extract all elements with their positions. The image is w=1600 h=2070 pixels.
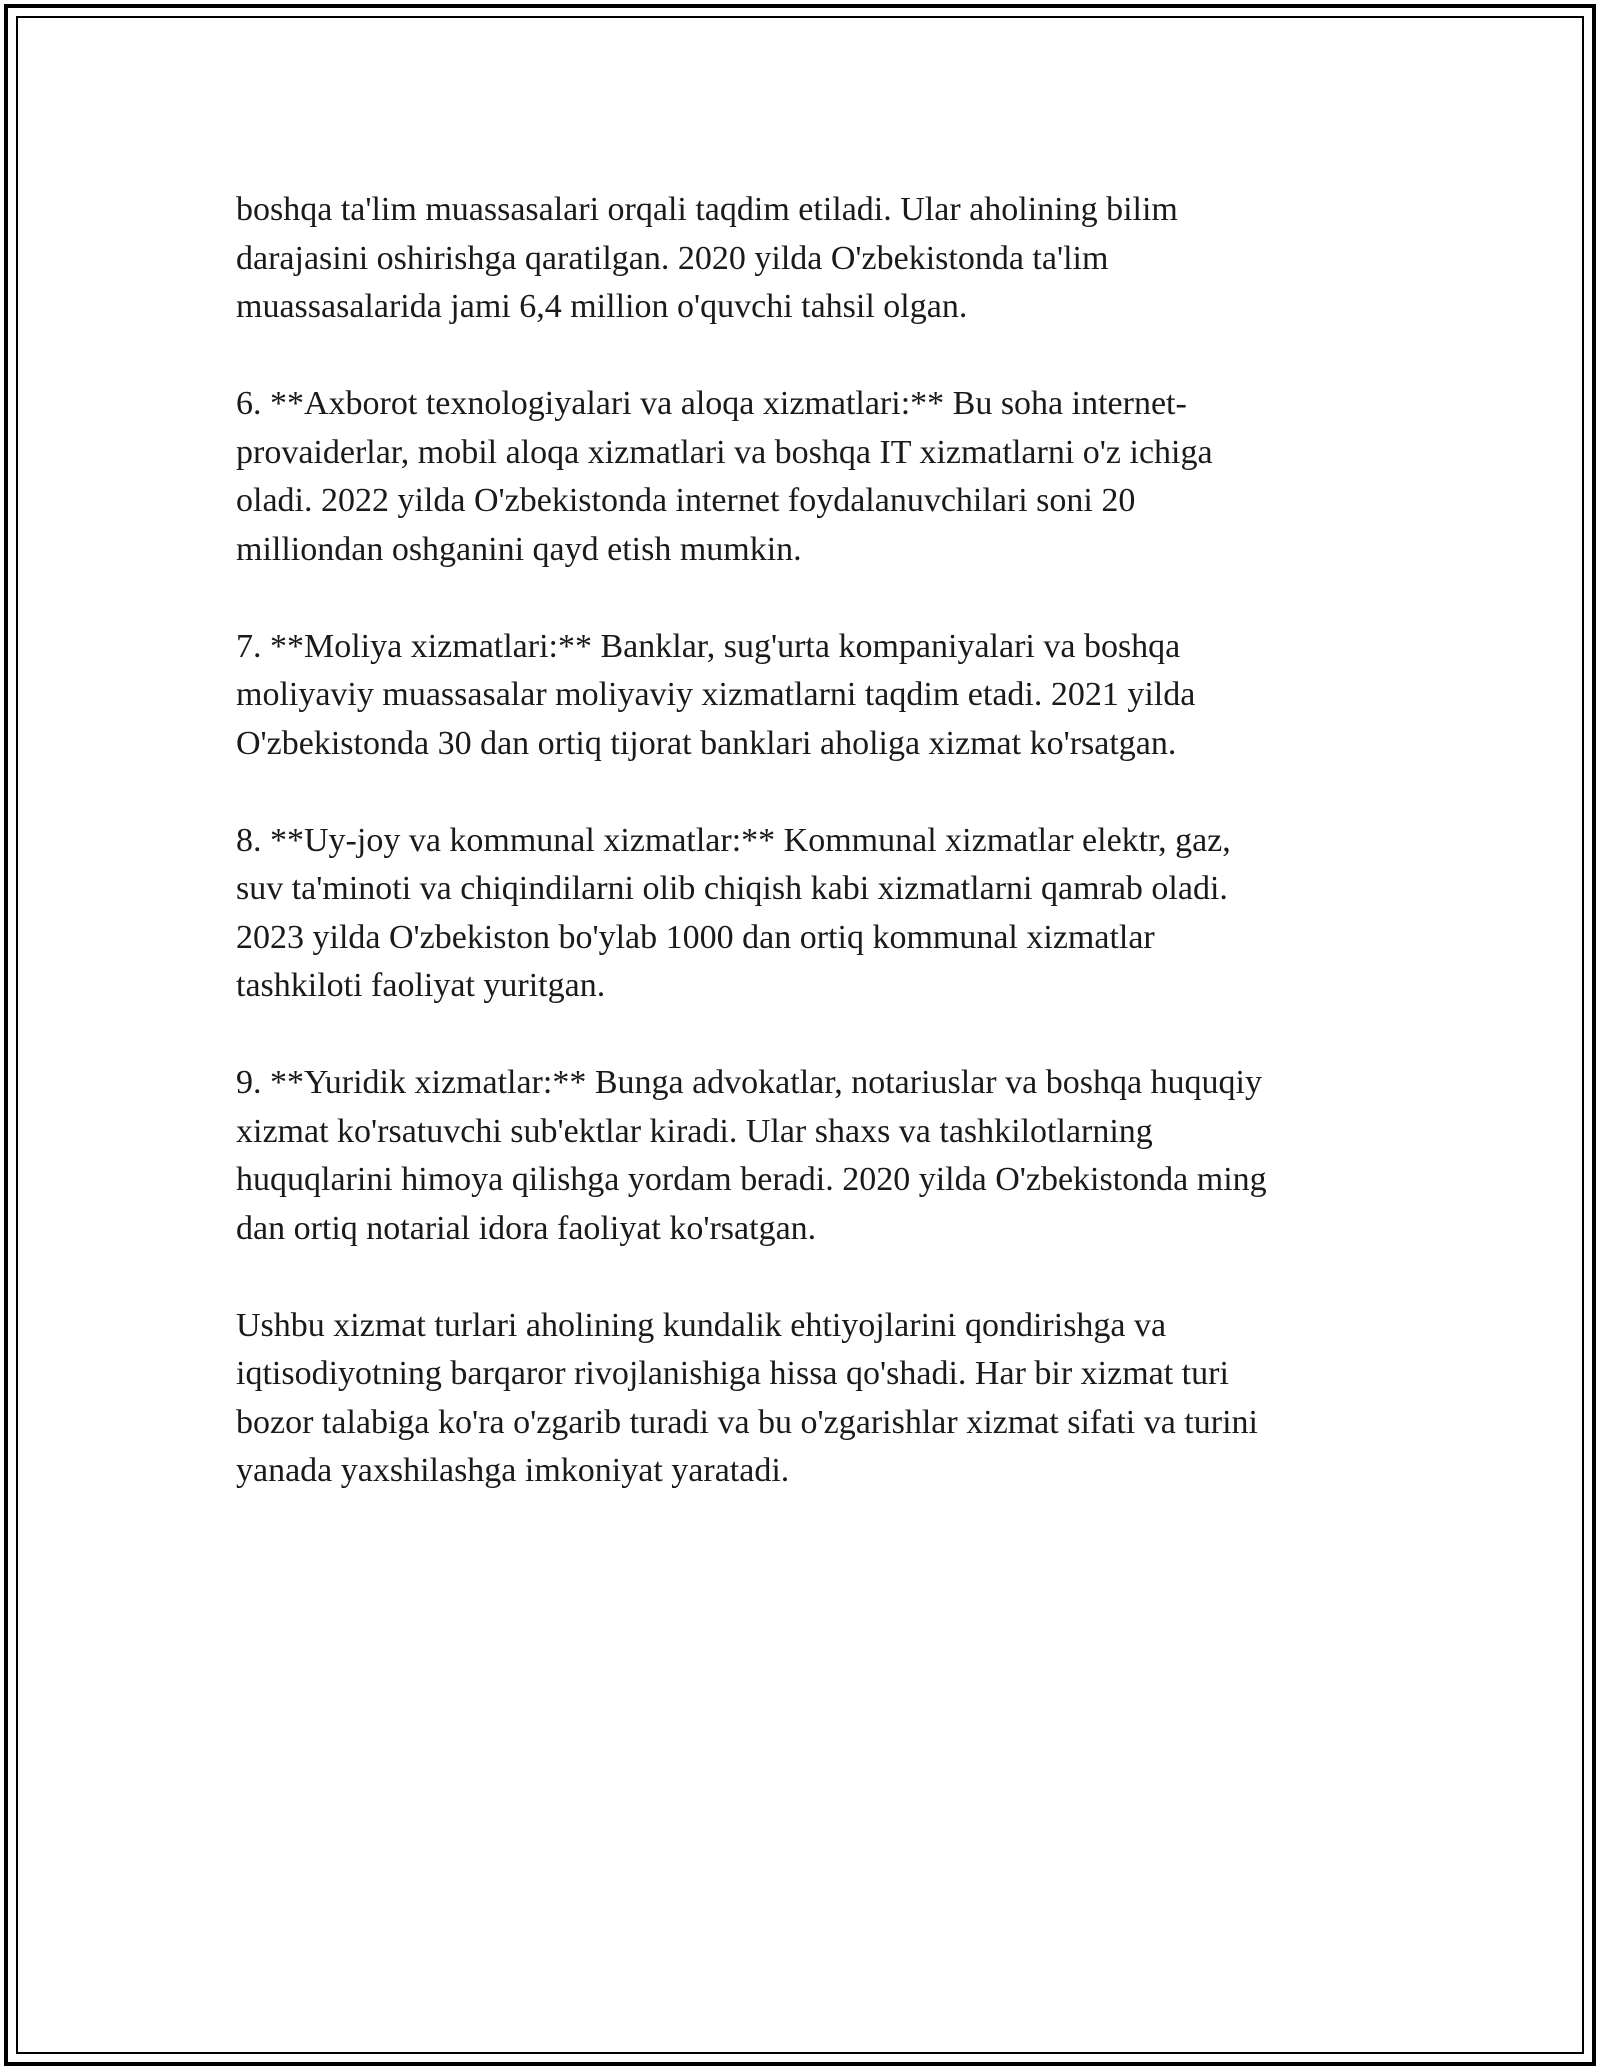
text-line: provaiderlar, mobil aloqa xizmatlari va boshqa IT xizmatlarni o'z ichiga <box>236 433 1213 471</box>
text-line: darajasini oshirishga qaratilgan. 2020 yilda O'zbekistonda ta'lim <box>236 239 1109 277</box>
text-line: oladi. 2022 yilda O'zbekistonda internet foydalanuvchilari soni 20 <box>236 482 1136 519</box>
text-line: moliyaviy muassasalar moliyaviy xizmatlarni taqdim etadi. 2021 yilda <box>236 676 1196 713</box>
text-line: bozor talabiga ko'ra o'zgarib turadi va bu o'zgarishlar xizmat sifati va turini <box>236 1403 1258 1441</box>
text-line: xizmat ko'rsatuvchi sub'ektlar kiradi. Ular shaxs va tashkilotlarning <box>236 1112 1153 1150</box>
text-line: 9. **Yuridik xizmatlar:** Bunga advokatlar, notariuslar va boshqa huquqiy <box>236 1064 1262 1101</box>
text-line: 8. **Uy-joy va kommunal xizmatlar:** Kommunal xizmatlar elektr, gaz, <box>236 821 1231 859</box>
text-line: O'zbekistonda 30 dan ortiq tijorat banklari aholiga xizmat ko'rsatgan. <box>236 724 1177 762</box>
text-line: dan ortiq notarial idora faoliyat ko'rsatgan. <box>236 1209 817 1247</box>
text-line: Ushbu xizmat turlari aholining kundalik ehtiyojlarini qondirishga va <box>236 1306 1167 1344</box>
paragraph-financial-services <box>236 623 1366 769</box>
paragraph-education-continued <box>236 186 1366 332</box>
text-line: tashkiloti faoliyat yuritgan. <box>236 967 606 1004</box>
text-line: 6. **Axborot texnologiyalari va aloqa xizmatlari:** Bu soha internet- <box>236 385 1187 422</box>
text-line: huquqlarini himoya qilishga yordam beradi. 2020 yilda O'zbekistonda ming <box>236 1161 1267 1198</box>
text-line: boshqa ta'lim muassasalari orqali taqdim etiladi. Ular aholining bilim <box>236 191 1178 228</box>
text-line: milliondan oshganini qayd etish mumkin. <box>236 530 802 568</box>
paragraph-conclusion <box>236 1302 1366 1496</box>
text-line: 7. **Moliya xizmatlari:** Banklar, sug'urta kompaniyalari va boshqa <box>236 627 1181 665</box>
paragraph-it-services <box>236 380 1366 574</box>
text-line: 2023 yilda O'zbekiston bo'ylab 1000 dan ortiq kommunal xizmatlar <box>236 918 1155 956</box>
text-line: suv ta'minoti va chiqindilarni olib chiqish kabi xizmatlarni qamrab oladi. <box>236 870 1228 907</box>
text-line: iqtisodiyotning barqaror rivojlanishiga hissa qo'shadi. Har bir xizmat turi <box>236 1355 1229 1392</box>
paragraph-housing-services <box>236 817 1366 1011</box>
document-body <box>236 186 1366 1544</box>
text-line: yanada yaxshilashga imkoniyat yaratadi. <box>236 1452 790 1489</box>
text-line: muassasalarida jami 6,4 million o'quvchi tahsil olgan. <box>236 288 968 325</box>
paragraph-legal-services <box>236 1059 1366 1253</box>
